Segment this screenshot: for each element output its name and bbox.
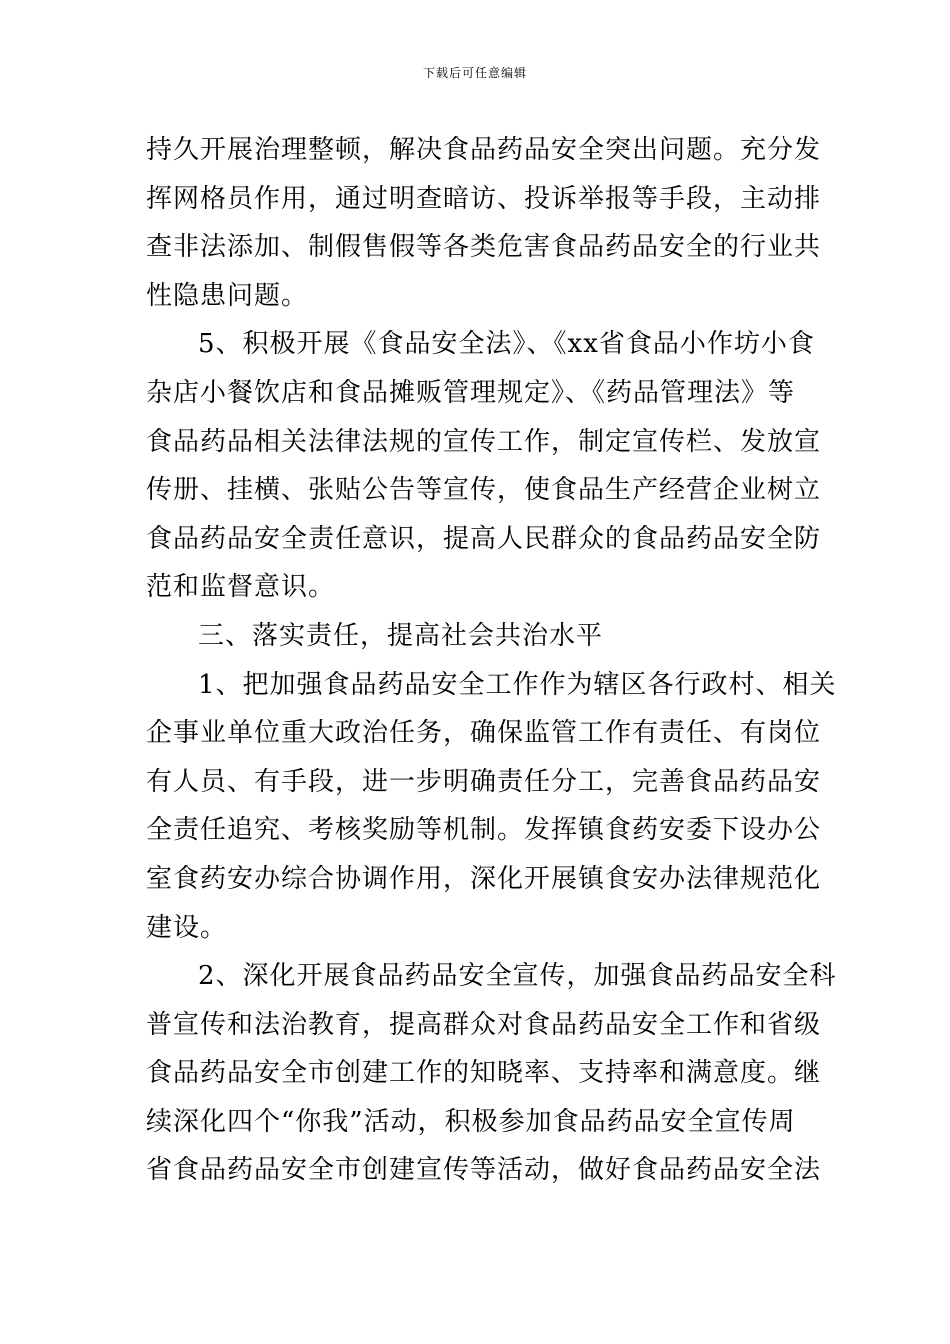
body-line: 有人员、有手段，进一步明确责任分工，完善食品药品安 <box>146 766 822 797</box>
body-line: 传册、挂横、张贴公告等宣传，使食品生产经营企业树立 <box>146 475 822 506</box>
body-line: 持久开展治理整顿，解决食品药品安全突出问题。充分发 <box>146 135 822 165</box>
body-line: 省食品药品安全市创建宣传等活动，做好食品药品安全法 <box>146 1155 822 1186</box>
body-line: 建设。 <box>146 912 228 943</box>
body-line: 查非法添加、制假售假等各类危害食品药品安全的行业共 <box>146 232 822 263</box>
body-line: 2、深化开展食品药品安全宣传，加强食品药品安全科 <box>198 961 837 992</box>
body-line: 全责任追究、考核奖励等机制。发挥镇食药安委下设办公 <box>146 815 822 846</box>
body-line: 食品药品安全市创建工作的知晓率、支持率和满意度。继 <box>146 1058 822 1089</box>
body-line: 杂店小餐饮店和食品摊贩管理规定》、《药品管理法》等 <box>146 377 796 408</box>
body-line: 挥网格员作用，通过明查暗访、投诉举报等手段，主动排 <box>146 183 822 214</box>
document-body <box>146 126 837 1195</box>
section-heading: 三、落实责任，提高社会共治水平 <box>198 620 604 651</box>
page-header: 下载后可任意编辑 <box>422 66 527 80</box>
body-line: 食品药品安全责任意识，提高人民群众的食品药品安全防 <box>146 523 822 554</box>
body-line: 范和监督意识。 <box>146 572 336 603</box>
body-line: 室食药安办综合协调作用，深化开展镇食安办法律规范化 <box>146 863 822 894</box>
body-line: 性隐患问题。 <box>146 280 309 311</box>
body-line: 1、把加强食品药品安全工作作为辖区各行政村、相关 <box>198 669 837 700</box>
body-line: 续深化四个“你我”活动，积极参加食品药品安全宣传周 <box>146 1106 796 1137</box>
body-line: 企事业单位重大政治任务，确保监管工作有责任、有岗位 <box>146 718 822 749</box>
body-line: 5、积极开展《食品安全法》、《xx省食品小作坊小食 <box>198 329 815 360</box>
body-line: 普宣传和法治教育，提高群众对食品药品安全工作和省级 <box>146 1009 822 1040</box>
body-line: 食品药品相关法律法规的宣传工作，制定宣传栏、发放宣 <box>146 426 822 457</box>
